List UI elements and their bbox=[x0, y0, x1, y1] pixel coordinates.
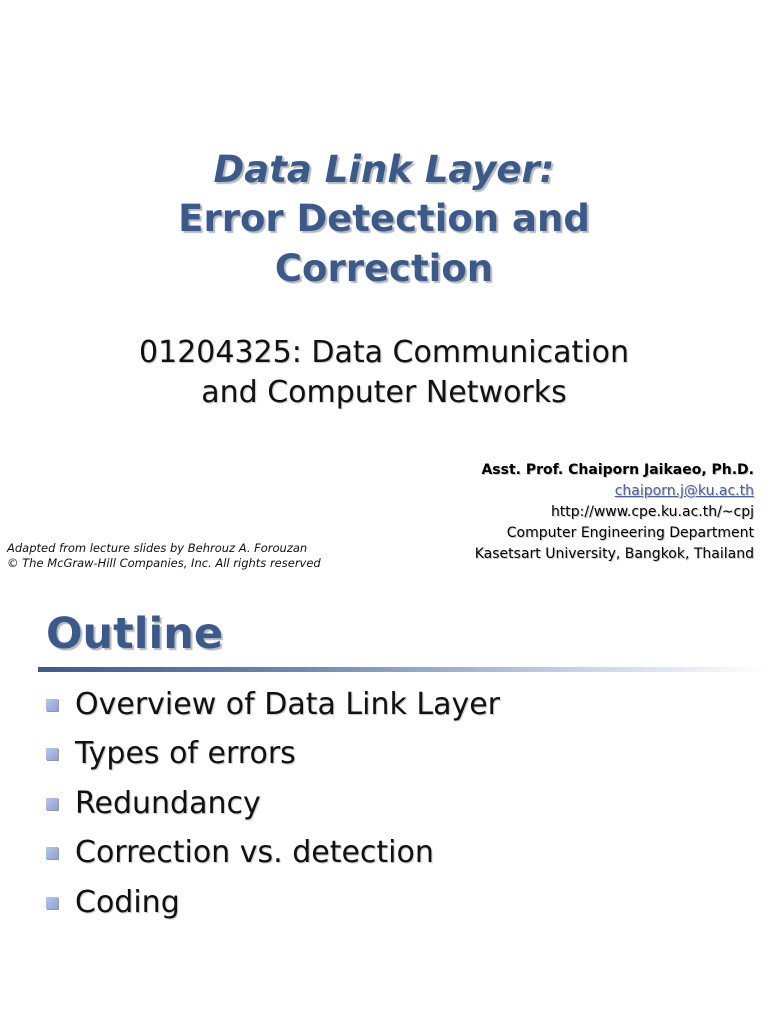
list-item-text: Correction vs. detection bbox=[75, 835, 434, 871]
author-department: Computer Engineering Department bbox=[506, 525, 754, 541]
course-line-2: and Computer Networks bbox=[201, 375, 567, 410]
slide-title bbox=[0, 146, 768, 294]
square-bullet-icon bbox=[46, 847, 58, 859]
author-block bbox=[475, 460, 754, 565]
square-bullet-icon bbox=[46, 897, 58, 909]
credits-line-1: Adapted from lecture slides by Behrouz A. Forouzan bbox=[7, 541, 308, 555]
credits-note bbox=[7, 541, 321, 571]
list-item-text: Overview of Data Link Layer bbox=[75, 686, 501, 722]
list-item bbox=[46, 730, 500, 780]
title-line-1: Data Link Layer: bbox=[213, 148, 555, 191]
list-item-text: Coding bbox=[75, 884, 180, 920]
author-url: http://www.cpe.ku.ac.th/~cpj bbox=[550, 504, 754, 520]
course-title bbox=[0, 333, 768, 413]
square-bullet-icon bbox=[46, 798, 58, 810]
outline-list bbox=[46, 680, 500, 928]
list-item-text: Redundancy bbox=[75, 785, 261, 821]
list-item bbox=[46, 878, 500, 928]
outline-heading: Outline bbox=[46, 609, 223, 659]
course-line-1: 01204325: Data Communication bbox=[139, 335, 629, 370]
title-line-3: Correction bbox=[274, 247, 494, 290]
list-item bbox=[46, 779, 500, 829]
heading-divider bbox=[38, 667, 768, 672]
list-item-text: Types of errors bbox=[75, 736, 296, 772]
list-item bbox=[46, 829, 500, 879]
title-line-2: Error Detection and bbox=[178, 197, 590, 240]
author-university: Kasetsart University, Bangkok, Thailand bbox=[474, 546, 754, 562]
square-bullet-icon bbox=[46, 699, 58, 711]
list-item bbox=[46, 680, 500, 730]
author-email-link[interactable]: chaiporn.j@ku.ac.th bbox=[614, 483, 754, 499]
credits-line-2: © The McGraw-Hill Companies, Inc. All rights reserved bbox=[7, 556, 321, 570]
square-bullet-icon bbox=[46, 748, 58, 760]
outline-slide bbox=[0, 590, 768, 1024]
author-name: Asst. Prof. Chaiporn Jaikaeo, Ph.D. bbox=[481, 462, 754, 478]
